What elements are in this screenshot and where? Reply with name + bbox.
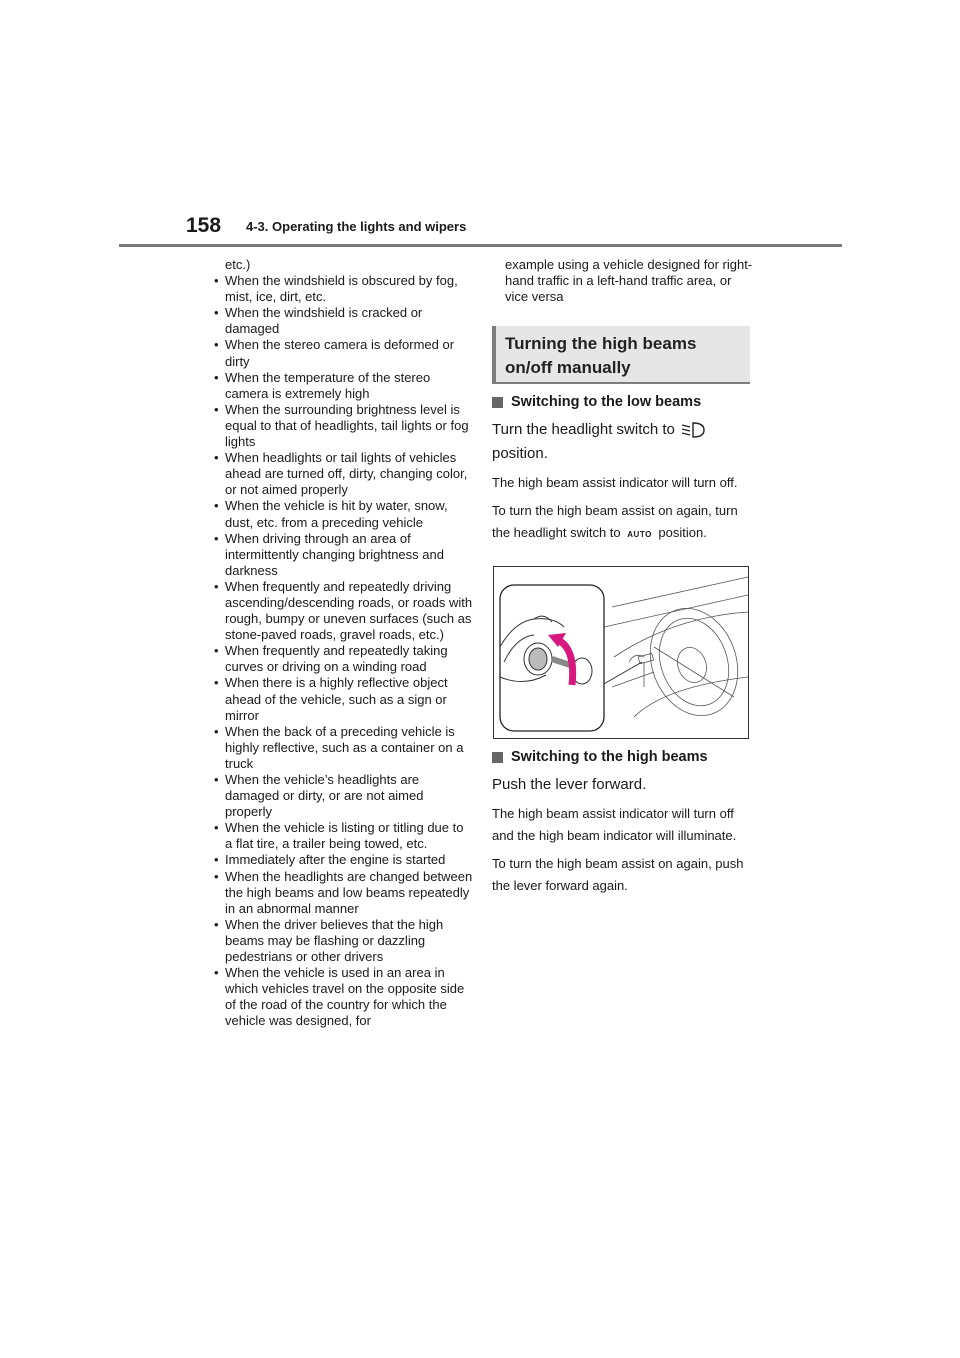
- list-item: • When frequently and repeatedly driving ascending/descending roads, or roads with rough, bumpy or uneven surfaces (such as stone-paved roads, gravel roads, etc.): [212, 579, 474, 643]
- list-item: • When the windshield is obscured by fog, mist, ice, dirt, etc.: [212, 273, 474, 305]
- list-item: • When the windshield is cracked or damaged: [212, 305, 474, 337]
- left-column: [212, 257, 474, 1030]
- instruction-low-beams-cont: position.: [492, 445, 548, 463]
- note-low-beams-1: The high beam assist indicator will turn off.: [492, 475, 738, 491]
- page-number: 158: [186, 214, 222, 237]
- condition-list: [212, 273, 474, 1029]
- section-heading-line2: on/off manually: [505, 358, 631, 378]
- illustration-drawing: [494, 567, 748, 738]
- list-item: • When the vehicle is hit by water, snow, dust, etc. from a preceding vehicle: [212, 498, 474, 530]
- square-bullet-icon: [492, 397, 503, 408]
- square-bullet-icon: [492, 752, 503, 763]
- list-item: • When the surrounding brightness level is equal to that of headlights, tail lights or fog lights: [212, 402, 474, 450]
- subheading-low-beams: Switching to the low beams: [492, 394, 754, 410]
- list-item: • When the headlights are changed between the high beams and low beams repeatedly in an abnormal manner: [212, 869, 474, 917]
- instruction-low-beams: Turn the headlight switch to: [492, 418, 754, 442]
- continuation-text: example using a vehicle designed for right-hand traffic in a left-hand traffic area, or vice versa: [505, 257, 753, 305]
- list-item: • When driving through an area of intermittently changing brightness and darkness: [212, 531, 474, 579]
- list-item: • When headlights or tail lights of vehicles ahead are turned off, dirty, changing color, or not aimed properly: [212, 450, 474, 498]
- section-heading: [492, 326, 750, 382]
- list-item: • When the back of a preceding vehicle is highly reflective, such as a container on a truck: [212, 724, 474, 772]
- note-high-beams-1: The high beam assist indicator will turn off and the high beam indicator will illuminate.: [492, 806, 737, 844]
- continuation-text: etc.): [225, 257, 251, 272]
- right-column: [492, 257, 754, 897]
- list-item: • When the stereo camera is deformed or dirty: [212, 337, 474, 369]
- low-beam-headlight-icon: [679, 421, 707, 439]
- list-item: • When frequently and repeatedly taking curves or driving on a winding road: [212, 643, 474, 675]
- section-heading-line1: Turning the high beams: [505, 334, 697, 354]
- list-item: • Immediately after the engine is started: [212, 852, 474, 868]
- note-high-beams-2: To turn the high beam assist on again, push the lever forward again.: [492, 856, 744, 894]
- list-item: • When the vehicle’s headlights are damaged or dirty, or are not aimed properly: [212, 772, 474, 820]
- list-item: • When the driver believes that the high beams may be flashing or dazzling pedestrians or other drivers: [212, 917, 474, 965]
- list-item: • When the temperature of the stereo camera is extremely high: [212, 370, 474, 402]
- note-low-beams-2: To turn the high beam assist on again, turn the headlight switch to AUTO position.: [492, 503, 738, 541]
- section-header: 4-3. Operating the lights and wipers: [246, 219, 467, 234]
- list-item: • When the vehicle is listing or titling due to a flat tire, a trailer being towed, etc.: [212, 820, 474, 852]
- list-item: • When there is a highly reflective object ahead of the vehicle, such as a sign or mirror: [212, 675, 474, 723]
- auto-label-icon: AUTO: [627, 530, 652, 540]
- header-rule: [119, 244, 842, 247]
- list-item: • When the vehicle is used in an area in which vehicles travel on the opposite side of the road of the country for which the vehicle was designed, for: [212, 965, 474, 1029]
- subheading-high-beams: Switching to the high beams: [492, 749, 754, 765]
- instruction-high-beams: Push the lever forward.: [492, 776, 647, 794]
- headlight-switch-illustration: [493, 566, 749, 739]
